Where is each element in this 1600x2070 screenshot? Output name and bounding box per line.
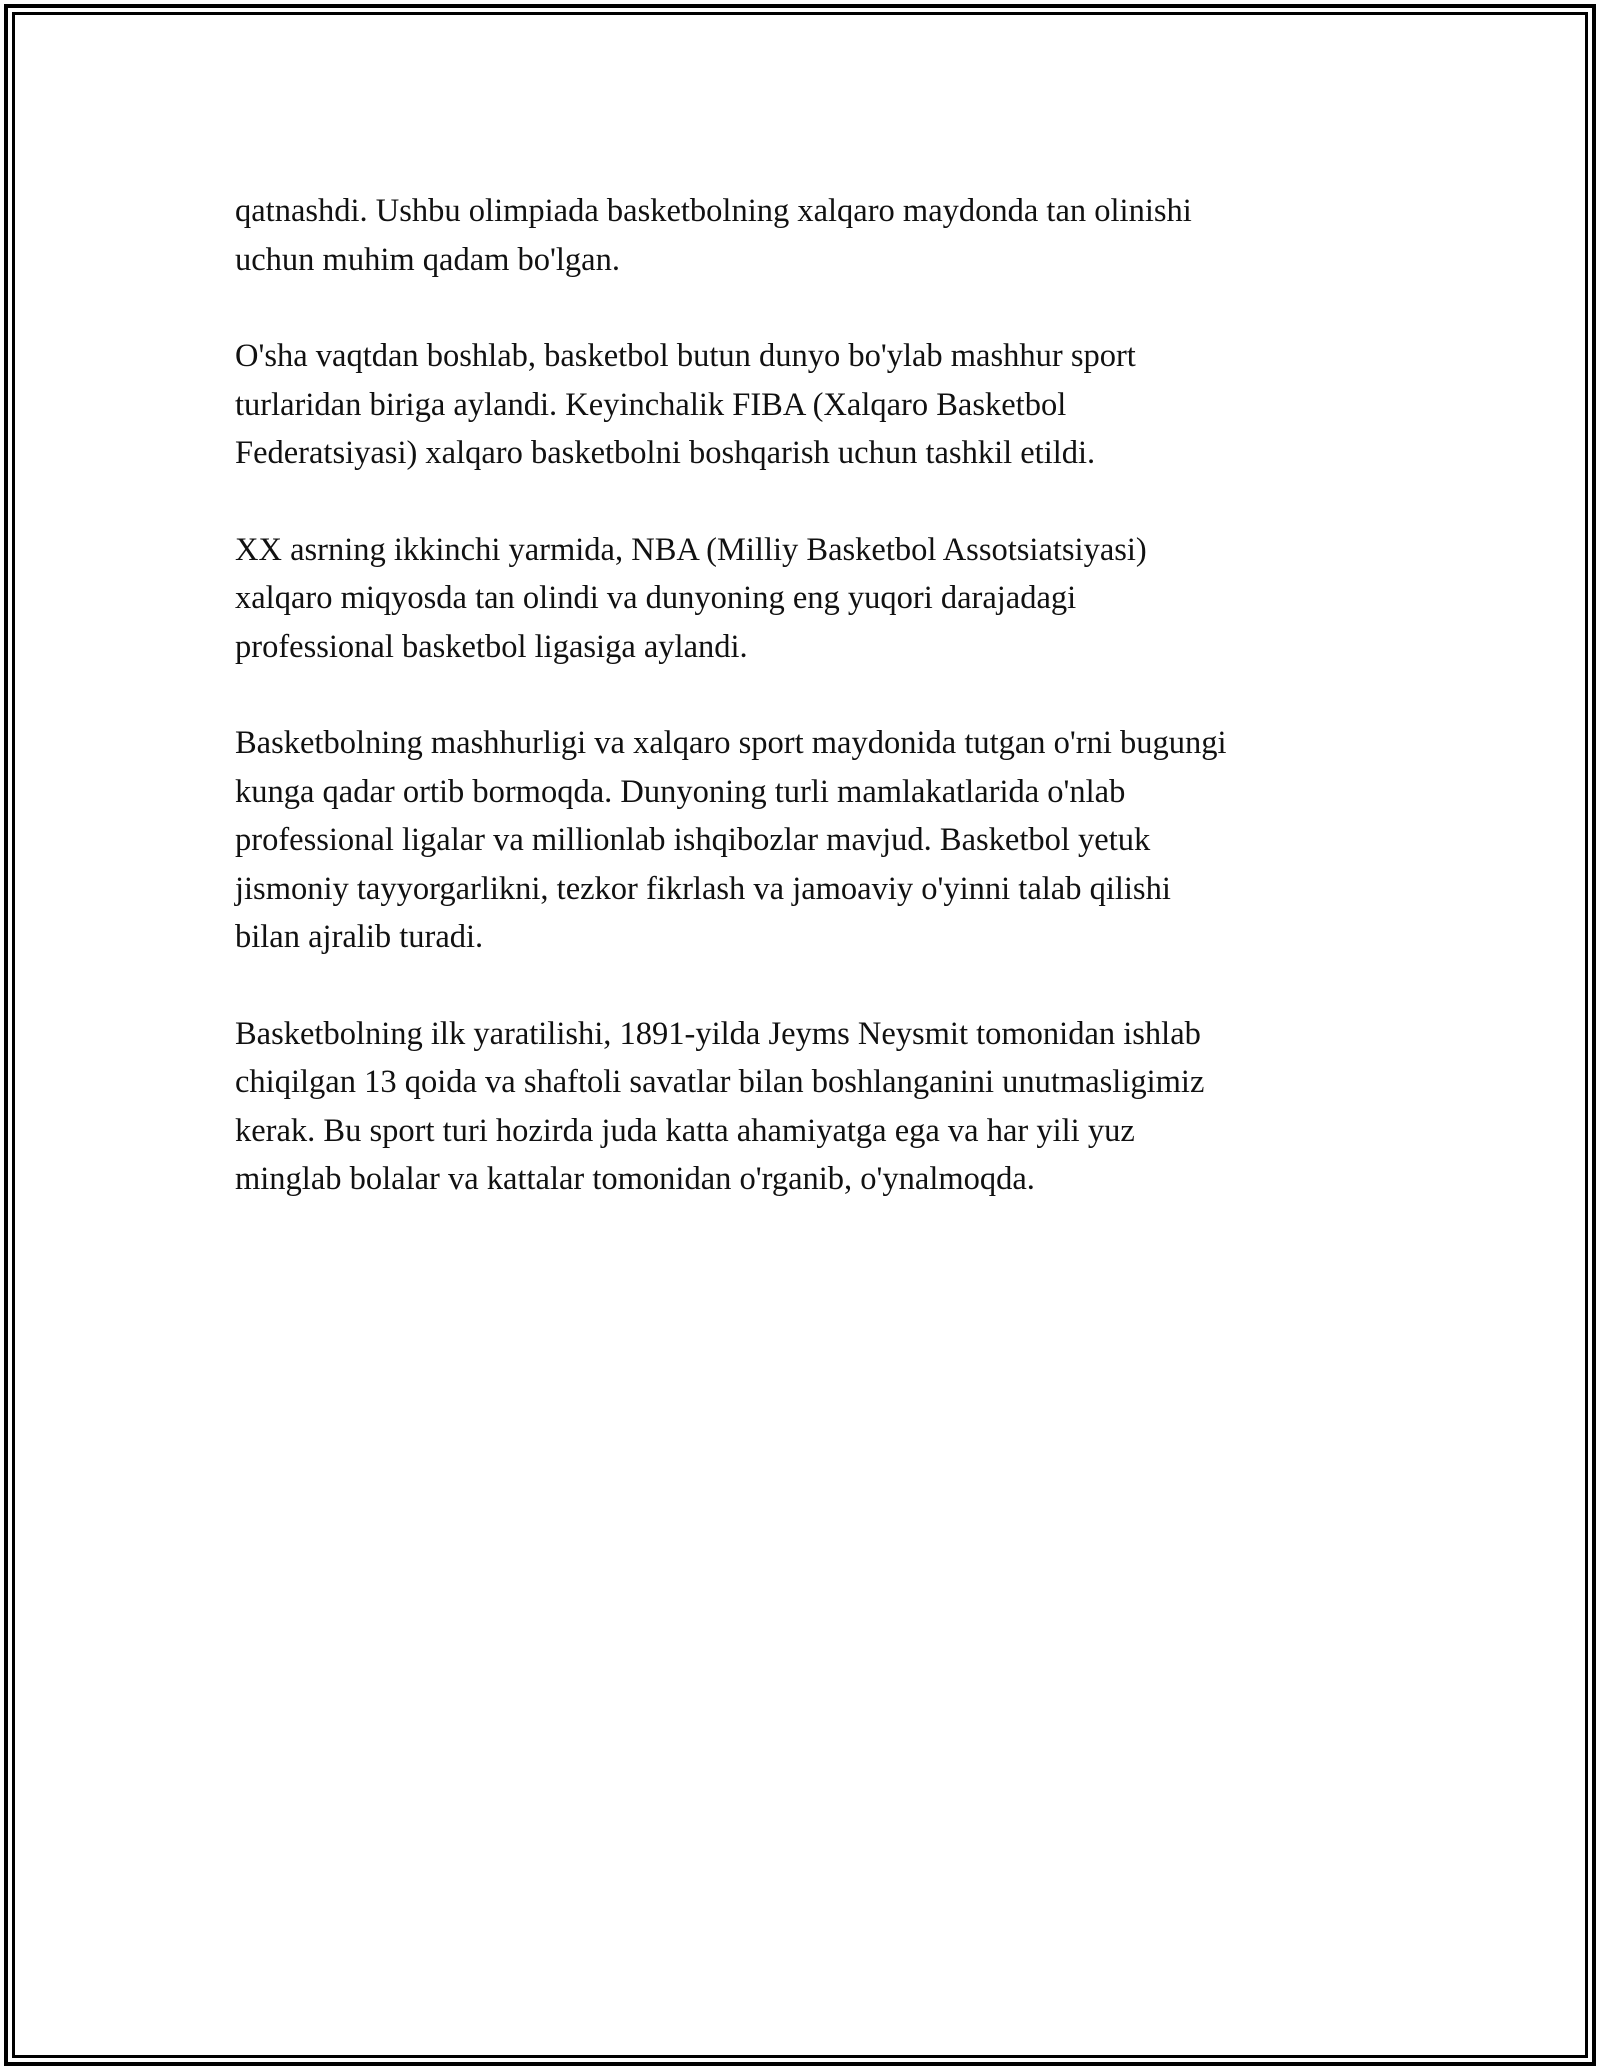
- paragraph-2: O'sha vaqtdan boshlab, basketbol butun dunyo bo'ylab mashhur sport turlaridan biriga aylandi. Keyinchalik FIBA (Xalqaro Basketbol Federatsiyasi) xalqaro basketbolni boshqarish uchun tashkil etildi.: [235, 338, 1136, 471]
- paragraph-5: Basketbolning ilk yaratilishi, 1891-yilda Jeyms Neysmit tomonidan ishlab chiqilgan 13 qoida va shaftoli savatlar bilan boshlanganini unutmasligimiz kerak. Bu sport turi hozirda juda katta ahamiyatga ega va har yili yuz minglab bolalar va kattalar tomonidan o'rganib, o'ynalmoqda.: [235, 1015, 1205, 1197]
- paragraph-1: qatnashdi. Ushbu olimpiada basketbolning xalqaro maydonda tan olinishi uchun muhim qadam bo'lgan.: [235, 193, 1192, 278]
- paragraph-4: Basketbolning mashhurligi va xalqaro sport maydonida tutgan o'rni bugungi kunga qadar ortib bormoqda. Dunyoning turli mamlakatlarida o'nlab professional ligalar va millionlab ishqibozlar mavjud. Basketbol yetuk jismoniy tayyorgarlikni, tezkor fikrlash va jamoaviy o'yinni talab qilishi bilan ajralib turadi.: [235, 725, 1227, 955]
- paragraph-3: XX asrning ikkinchi yarmida, NBA (Milliy Basketbol Assotsiatsiyasi) xalqaro miqyosda tan olindi va dunyoning eng yuqori darajadagi professional basketbol ligasiga aylandi.: [235, 531, 1147, 665]
- document-body: [235, 187, 1375, 1252]
